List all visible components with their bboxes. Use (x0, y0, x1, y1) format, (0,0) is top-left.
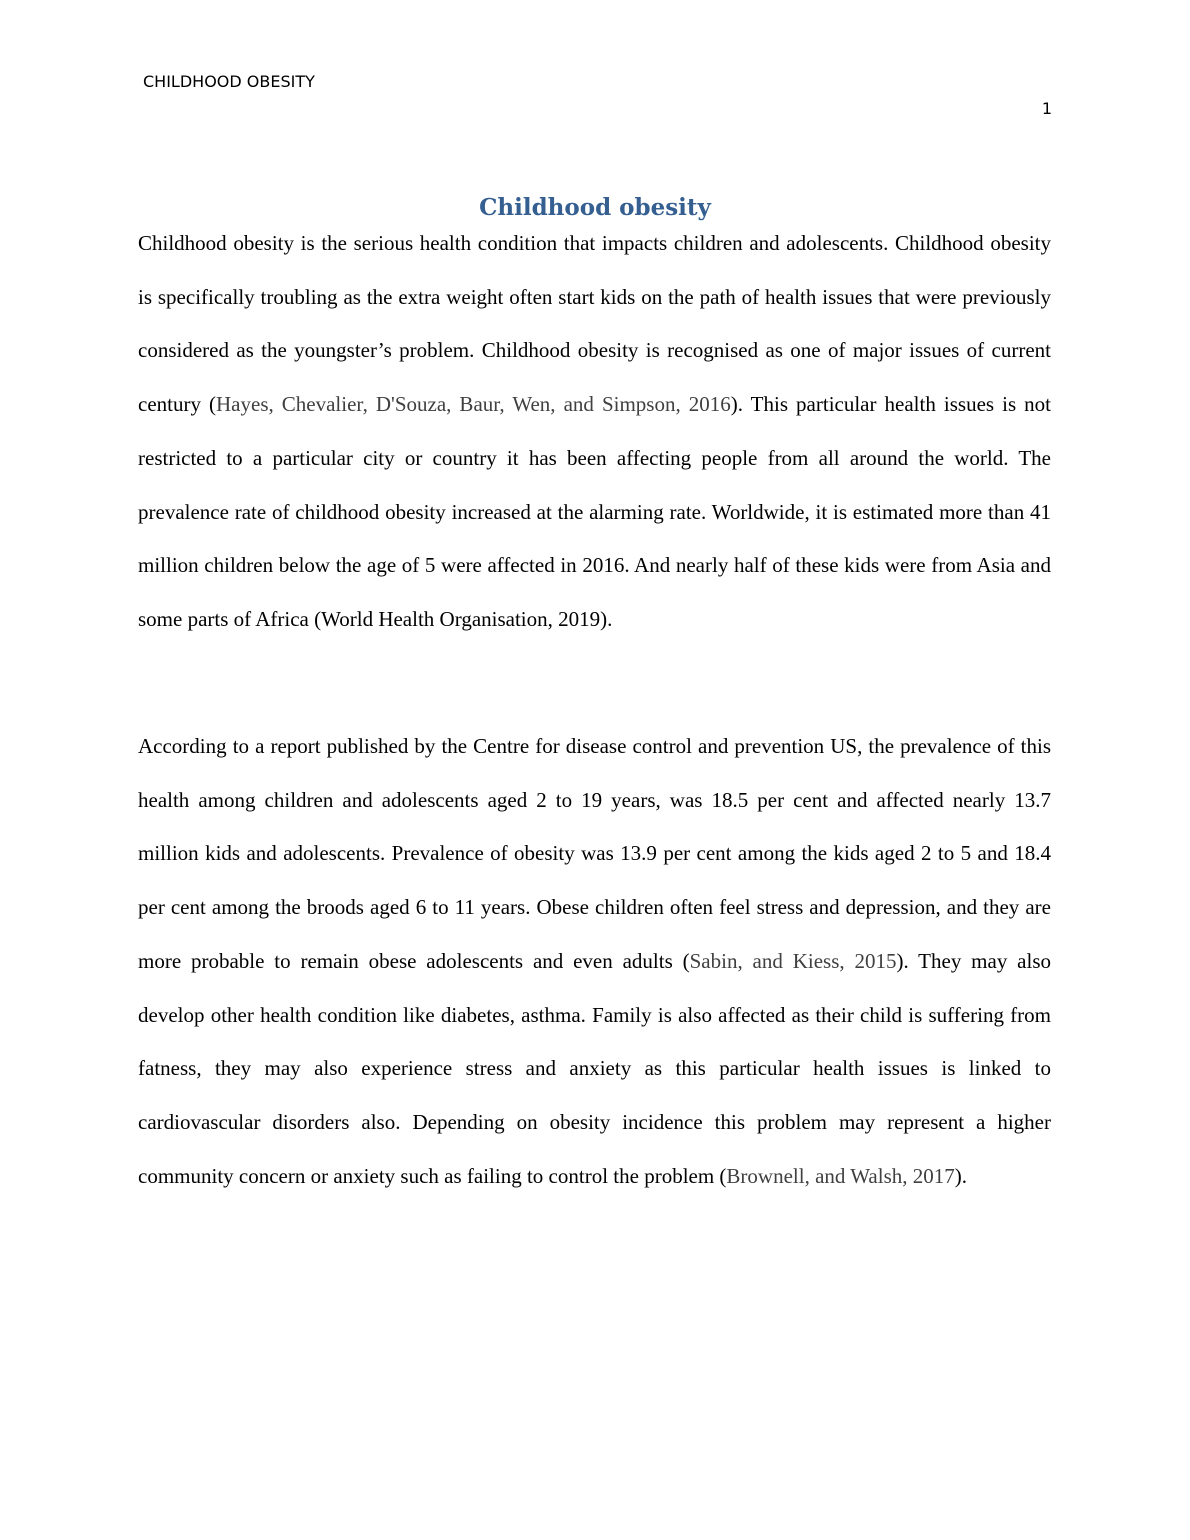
paragraph-1-text-2: ). This particular health issues is not restricted to a particular city or country it has been affecting people from all around the world. The prevalence rate of childhood obesity increased at the alarming rate. Worldwide, it is estimated more than 41 million children below the age of 5 were affected in 2016. And nearly half of these kids were from Asia and some parts of Africa (World Health Organisation, 2019). (138, 392, 1051, 631)
page-number: 1 (1041, 99, 1052, 118)
document-title: Childhood obesity (479, 194, 711, 221)
paragraph-1-text-1: Childhood obesity is the serious health condition that impacts children and adolescents. Childhood obesity is specifically troubling as the extra weight often start kids on the path of health issues that were previously considered as the youngster’s problem. Childhood obesity is recognised as one of major issues of current century ( (138, 231, 1051, 417)
paragraph-2 (138, 720, 1051, 1203)
running-head: CHILDHOOD OBESITY (143, 72, 315, 91)
citation-brownell-2017: Brownell, and Walsh, 2017 (726, 1163, 955, 1188)
paragraph-2-text-1: According to a report published by the Centre for disease control and prevention US, the prevalence of this health among children and adolescents aged 2 to 19 years, was 18.5 per cent and affected nearly 13.7 million kids and adolescents. Prevalence of obesity was 13.9 per cent among the kids aged 2 to 5 and 18.4 per cent among the broods aged 6 to 11 years. Obese children often feel stress and depression, and they are more probable to remain obese adolescents and even adults ( (138, 734, 1051, 973)
paragraph-2-text-3: ). (954, 1163, 967, 1188)
citation-hayes-2016: Hayes, Chevalier, D'Souza, Baur, Wen, and Simpson, 2016 (216, 392, 731, 417)
citation-sabin-2015: Sabin, and Kiess, 2015 (689, 948, 897, 973)
paragraph-1 (138, 217, 1051, 647)
paragraph-2-text-2: ). They may also develop other health condition like diabetes, asthma. Family is also affected as their child is suffering from fatness, they may also experience stress and anxiety as this particular health issues is linked to cardiovascular disorders also. Depending on obesity incidence this problem may represent a higher community concern or anxiety such as failing to control the problem ( (138, 948, 1052, 1188)
